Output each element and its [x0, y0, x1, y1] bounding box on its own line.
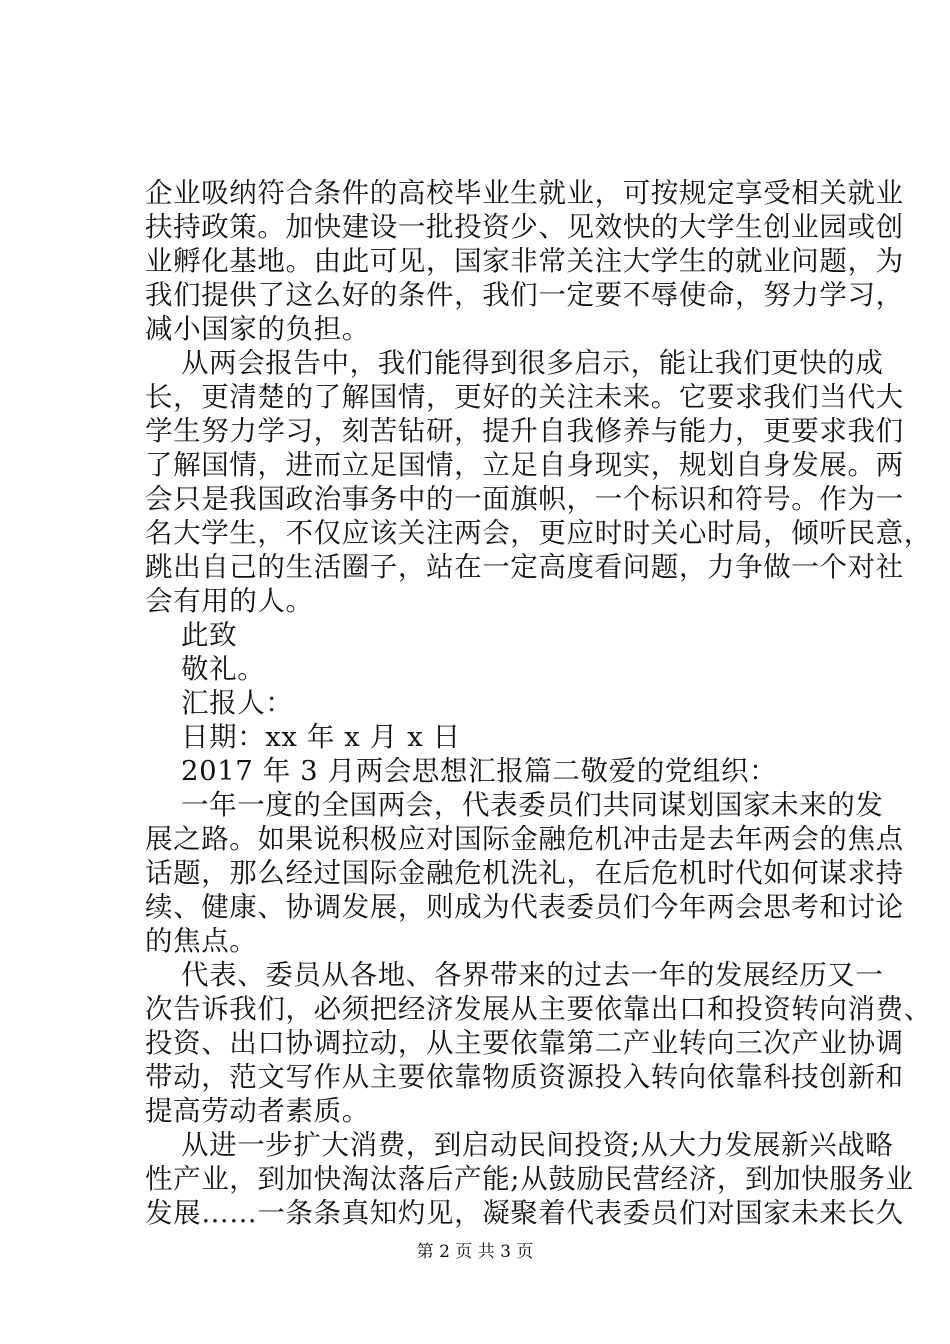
- closing-salutation: 此致: [181, 619, 238, 651]
- body-text-line: 跳出自己的生活圈子，站在一定高度看问题，力争做一个对社: [145, 551, 904, 583]
- body-text-line: 名大学生，不仅应该关注两会，更应时时关心时局，倾听民意，: [145, 517, 932, 549]
- body-text-line: 我们提供了这么好的条件，我们一定要不辱使命，努力学习，: [145, 279, 904, 311]
- body-text-line: 续、健康、协调发展，则成为代表委员们今年两会思考和讨论: [145, 891, 904, 923]
- page-footer: 第 2 页 共 3 页: [416, 1242, 534, 1262]
- paragraph-first-line: 从两会报告中，我们能得到很多启示，能让我们更快的成: [181, 347, 884, 379]
- body-text-line: 业孵化基地。由此可见，国家非常关注大学生的就业问题，为: [145, 245, 904, 277]
- body-text-line: 扶持政策。加快建设一批投资少、见效快的大学生创业园或创: [145, 211, 904, 243]
- body-text-line: 带动，范文写作从主要依靠物质资源投入转向依靠科技创新和: [145, 1061, 904, 1093]
- paragraph-first-line: 代表、委员从各地、各界带来的过去一年的发展经历又一: [181, 959, 884, 991]
- body-text-line: 了解国情，进而立足国情，立足自身现实，规划自身发展。两: [145, 449, 904, 481]
- body-text-line: 话题，那么经过国际金融危机洗礼，在后危机时代如何谋求持: [145, 857, 904, 889]
- paragraph-first-line: 一年一度的全国两会，代表委员们共同谋划国家未来的发: [181, 789, 884, 821]
- body-text-line: 减小国家的负担。: [145, 313, 370, 345]
- body-text-line: 企业吸纳符合条件的高校毕业生就业，可按规定享受相关就业: [145, 177, 904, 209]
- section-heading: 2017 年 3 月两会思想汇报篇二敬爱的党组织：: [181, 755, 778, 787]
- paragraph-first-line: 从进一步扩大消费，到启动民间投资;从大力发展新兴战略: [181, 1129, 894, 1161]
- body-text-line: 性产业，到加快淘汰落后产能;从鼓励民营经济，到加快服务业: [145, 1163, 914, 1195]
- body-text-line: 长，更清楚的了解国情，更好的关注未来。它要求我们当代大: [145, 381, 904, 413]
- body-text-line: 会只是我国政治事务中的一面旗帜，一个标识和符号。作为一: [145, 483, 904, 515]
- body-text-line: 会有用的人。: [145, 585, 314, 617]
- date-line: 日期：xx 年 x 月 x 日: [181, 721, 461, 753]
- body-text-line: 提高劳动者素质。: [145, 1095, 370, 1127]
- closing-regards: 敬礼。: [181, 653, 266, 685]
- reporter-label: 汇报人：: [181, 687, 294, 719]
- body-text-line: 的焦点。: [145, 925, 258, 957]
- body-text-line: 学生努力学习，刻苦钻研，提升自我修养与能力，更要求我们: [145, 415, 904, 447]
- body-text-line: 发展……一条条真知灼见，凝聚着代表委员们对国家未来长久: [145, 1197, 904, 1229]
- body-text-line: 投资、出口协调拉动，从主要依靠第二产业转向三次产业协调: [145, 1027, 904, 1059]
- body-text-line: 次告诉我们，必须把经济发展从主要依靠出口和投资转向消费、: [145, 993, 932, 1025]
- body-text-line: 展之路。如果说积极应对国际金融危机冲击是去年两会的焦点: [145, 823, 904, 855]
